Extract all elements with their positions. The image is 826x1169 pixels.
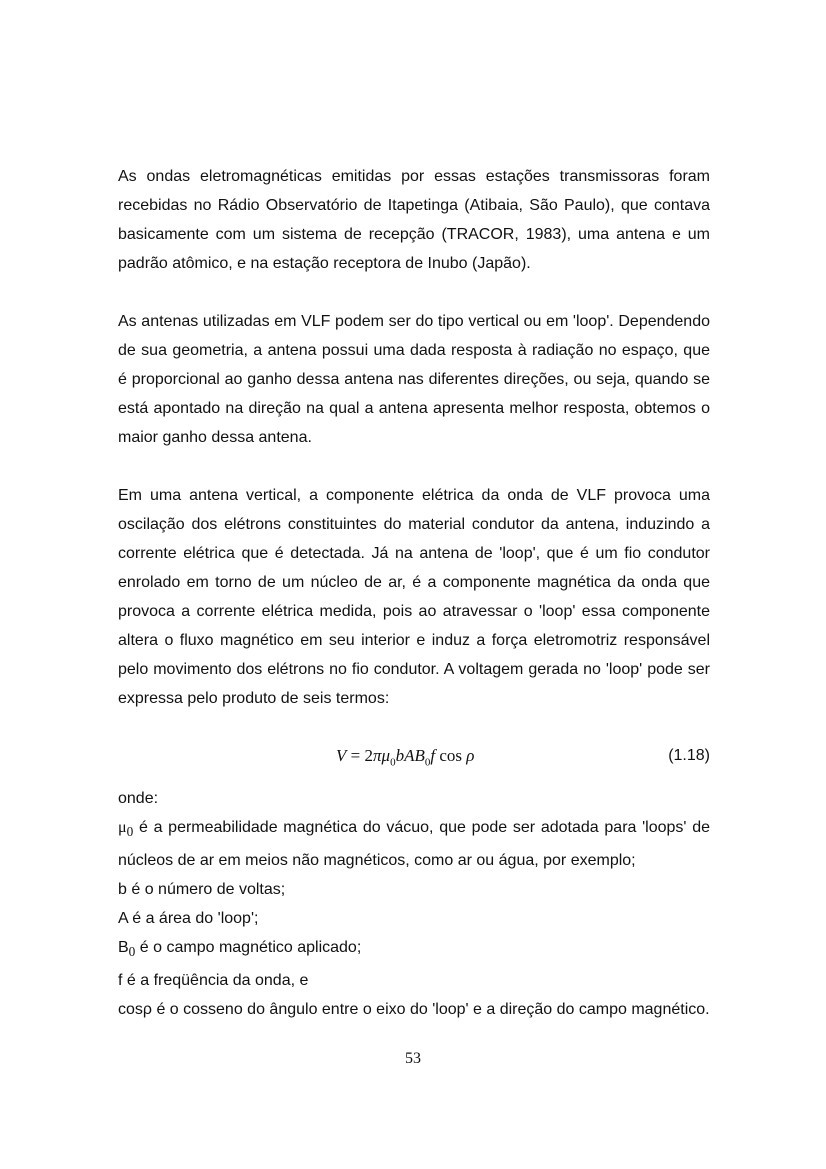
- equation-number: (1.18): [668, 747, 710, 764]
- eq-rho: ρ: [466, 746, 475, 765]
- paragraph-loop-antenna: Em uma antena vertical, a componente elétrica da onda de VLF provoca uma oscilação dos elétrons constituintes do material condutor da antena, induzindo a corrente elétrica que é detectada. Já na antena de 'loop', que é um fio condutor enrolado em torno de um núcleo de ar, é a componente magnética da onda que provoca a corrente elétrica medida, pois ao atravessar o 'loop' essa componente altera o fluxo magnético em seu interior e induz a força eletromotriz responsável pelo movimento dos elétrons no fio condutor. A voltagem gerada no 'loop' pode ser expressa pelo produto de seis termos:: [118, 487, 710, 707]
- eq-equals: =: [350, 746, 361, 765]
- eq-B: B: [414, 746, 425, 765]
- eq-pi: π: [372, 746, 382, 765]
- def-text: é o campo magnético aplicado;: [135, 939, 362, 957]
- def-symbol: cosρ: [118, 1001, 152, 1019]
- eq-mu-sub: 0: [390, 756, 396, 769]
- def-text: é o número de voltas;: [126, 881, 286, 899]
- eq-mu: μ: [381, 746, 391, 765]
- definition-B0: [118, 933, 710, 966]
- definition-mu0: [118, 813, 710, 875]
- eq-b: b: [395, 746, 405, 765]
- page-number: 53: [405, 1050, 421, 1067]
- def-symbol: A: [118, 910, 128, 928]
- definition-b: [118, 875, 710, 904]
- def-symbol: B: [118, 939, 129, 957]
- paragraph-antenna-types: As antenas utilizadas em VLF podem ser do tipo vertical ou em 'loop'. Dependendo de sua geometria, a antena possui uma dada resposta à radiação no espaço, que é proporcional ao ganho dessa antena nas diferentes direções, ou seja, quando se está apontado na direção na qual a antena apresenta melhor resposta, obtemos o maior ganho dessa antena.: [118, 313, 710, 446]
- paragraph-gap: [118, 452, 710, 481]
- def-text: é a permeabilidade magnética do vácuo, que pode ser adotada para 'loops' de núcleos de ar em meios não magnéticos, como ar ou água, por exemplo;: [118, 819, 710, 870]
- eq-B-sub: 0: [424, 756, 431, 769]
- def-text: é o cosseno do ângulo entre o eixo do 'loop' e a direção do campo magnético.: [152, 1001, 710, 1019]
- eq-coefficient: 2: [364, 746, 373, 765]
- where-label: onde:: [118, 790, 159, 807]
- def-text: é a freqüência da onda, e: [122, 972, 309, 990]
- def-symbol-sub: 0: [126, 824, 134, 840]
- def-symbol: f: [118, 972, 123, 990]
- eq-V: V: [336, 746, 347, 765]
- equation-voltage: [336, 741, 474, 777]
- eq-A: A: [404, 746, 415, 765]
- definition-A: [118, 904, 710, 933]
- def-text: é a área do 'loop';: [127, 910, 259, 928]
- eq-f: f: [430, 746, 436, 765]
- eq-cos: cos: [439, 746, 462, 765]
- def-symbol: μ: [118, 819, 127, 836]
- equation-row: [118, 741, 710, 770]
- definition-f: [118, 966, 710, 995]
- paragraph-stations: As ondas eletromagnéticas emitidas por essas estações transmissoras foram recebidas no Rádio Observatório de Itapetinga (Atibaia, São Paulo), que contava basicamente com um sistema de recepção (TRACOR, 1983), uma antena e um padrão atômico, e na estação receptora de Inubo (Japão).: [118, 168, 710, 272]
- definition-cos-rho: [118, 995, 710, 1024]
- page-body: [118, 162, 710, 1024]
- paragraph-gap: [118, 278, 710, 307]
- def-symbol-sub: 0: [128, 944, 136, 960]
- def-symbol: b: [118, 881, 127, 899]
